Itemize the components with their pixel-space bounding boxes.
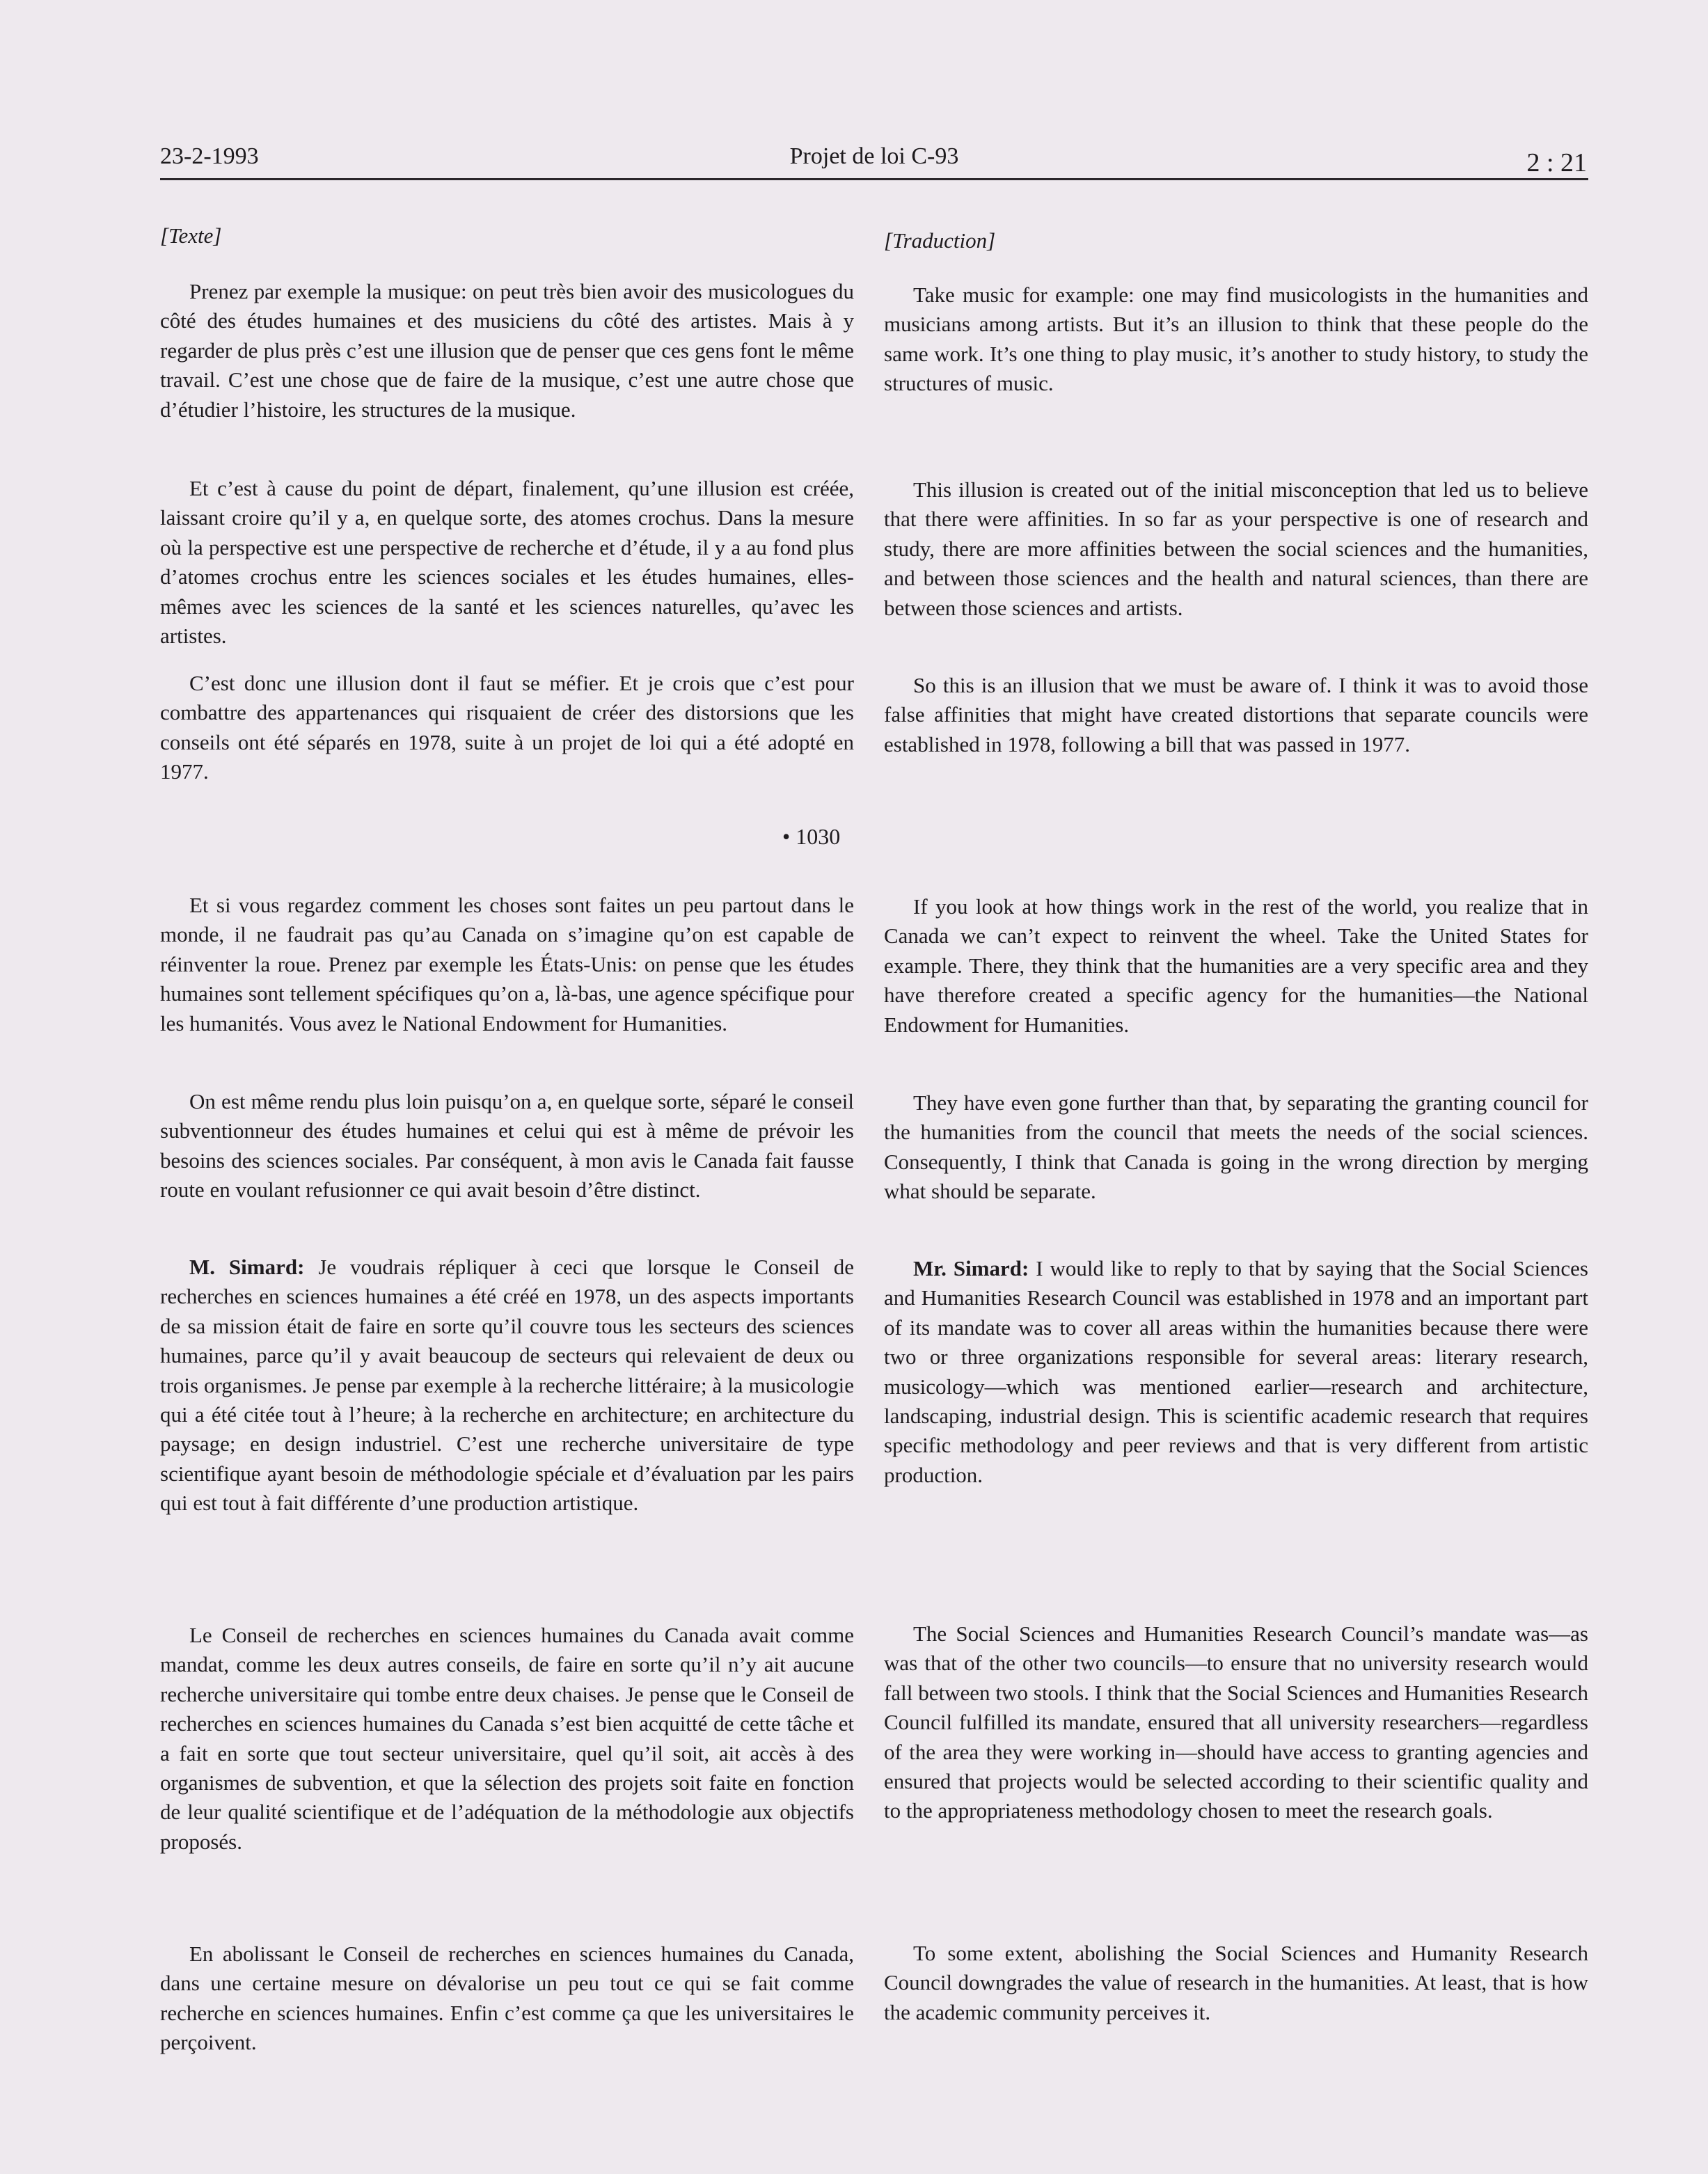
left-paragraph-8: En abolissant le Conseil de recherches en sciences humaines du Canada, dans une certaine mesure on dévalorise un peu tout ce qui se fait comme recherche en sciences humaines. Enfin c’est comme ça que les universitaires le perçoivent. — [160, 1942, 854, 2055]
right-block-9 — [884, 1939, 1588, 2027]
right-block-4 — [884, 671, 1588, 759]
right-paragraph-5: They have even gone further than that, by separating the granting council for the humanities from the council that meets the needs of the social sciences. Consequently, I think that Canada is going in the wrong direction by merging what should be separate. — [884, 1090, 1588, 1204]
right-column-label: [Traduction] — [884, 228, 996, 253]
right-block-3 — [884, 475, 1588, 623]
right-block-8 — [884, 1619, 1588, 1826]
left-block-4 — [160, 669, 854, 787]
left-paragraph-3: C’est donc une illusion dont il faut se méfier. Et je crois que c’est pour combattre des appartenances qui risquaient de créer des distorsions que les conseils ont été séparés en 1978, suite à un projet de loi qui a été adopté en 1977. — [160, 671, 854, 784]
left-block-9 — [160, 1939, 854, 2058]
right-block-7 — [884, 1254, 1588, 1490]
header-date: 23-2-1993 — [160, 143, 259, 169]
left-paragraph-7: Le Conseil de recherches en sciences humaines du Canada avait comme mandat, comme les deux autres conseils, de faire en sorte qu’il n’y ait aucune recherche universitaire qui tombe entre deux chaises. Je pense que le Conseil de recherches en sciences humaines du Canada s’est bien acquitté de cette tâche et a fait en sorte que tout secteur universitaire, quel qu’il soit, ait accès à des organismes de subvention, et que la sélection des projets soit faite en fonction de leur qualité scientifique et de l’adéquation de la méthodologie aux objectifs proposés. — [160, 1623, 854, 1854]
time-marker: • 1030 — [782, 824, 841, 849]
right-paragraph-6-text: I would like to reply to that by saying that the Social Sciences and Humanities Research Council was established in 1978 and an important part of its mandate was to cover all areas within the humanities because there were two or three organizations responsible for several areas: literary research, musicology—which was mentioned earlier—research and architecture, landscaping, industrial design. This is scientific academic research that requires specific methodology and peer reviews and that is very different from artistic production. — [884, 1256, 1588, 1487]
left-block-3 — [160, 474, 854, 651]
right-block-2 — [884, 280, 1588, 399]
left-block-2 — [160, 277, 854, 425]
right-paragraph-3: So this is an illusion that we must be aware of. I think it was to avoid those false affinities that might have created distortions that separate councils were established in 1978, following a bill that was passed in 1977. — [884, 673, 1588, 756]
left-paragraph-4: Et si vous regardez comment les choses sont faites un peu partout dans le monde, il ne faudrait pas qu’au Canada on s’imagine qu’on est capable de réinventer la roue. Prenez par exemple les États-Unis: on pense que les études humaines sont tellement spécifiques qu’on a, là-bas, une agence spécifique pour les humanités. Vous avez le National Endowment for Humanities. — [160, 893, 854, 1036]
left-paragraph-6 — [160, 1253, 854, 1518]
right-paragraph-8: To some extent, abolishing the Social Sciences and Humanity Research Council downgrades the value of research in the humanities. At least, that is how the academic community perceives it. — [884, 1941, 1588, 2024]
left-block-6 — [160, 1087, 854, 1205]
right-paragraph-1: Take music for example: one may find musicologists in the humanities and musicians among artists. But it’s an illusion to think that these people do the same work. It’s one thing to play music, it’s another to study history, to study the structures of music. — [884, 283, 1588, 396]
left-paragraph-2: Et c’est à cause du point de départ, finalement, qu’une illusion est créée, laissant croire qu’il y a, en quelque sorte, des atomes crochus. Dans la mesure où la perspective est une perspective de recherche et d’étude, il y a au fond plus d’atomes crochus entre les sciences sociales et les études humaines, elles-mêmes avec les sciences de la santé et les sciences naturelles, qu’avec les artistes. — [160, 476, 854, 649]
speaker-name: Mr. Simard: — [913, 1256, 1029, 1280]
left-paragraph-1: Prenez par exemple la musique: on peut très bien avoir des musicologues du côté des études humaines et des musiciens du côté des artistes. Mais à y regarder de plus près c’est une illusion que de penser que ces gens font le même travail. C’est une chose que de faire de la musique, c’est une autre chose que d’étudier l’histoire, les structures de la musique. — [160, 279, 854, 422]
left-block-5 — [160, 891, 854, 1038]
header-page-number: 2 : 21 — [1526, 148, 1587, 177]
right-block-5 — [884, 892, 1588, 1040]
left-block-8 — [160, 1621, 854, 1857]
right-block-6 — [884, 1088, 1588, 1207]
left-block-1 — [160, 221, 854, 251]
right-paragraph-2: This illusion is created out of the initial misconception that led us to believe that there were affinities. In so far as your perspective is one of research and study, there are more affinities between the social sciences and the humanities, and between those sciences and the health and natural sciences, than there are between those sciences and artists. — [884, 477, 1588, 620]
header-title: Projet de loi C-93 — [789, 143, 959, 169]
left-block-7 — [160, 1253, 854, 1518]
right-paragraph-7: The Social Sciences and Humanities Research Council’s mandate was—as was that of the other two councils—to ensure that no university research would fall between two stools. I think that the Social Sciences and Humanities Research Council fulfilled its mandate, ensured that all university researchers—regardless of the area they were working in—should have access to granting agencies and ensured that projects would be selected according to their scientific quality and to the appropriateness methodology chosen to meet the research goals. — [884, 1621, 1588, 1823]
left-column-label: [Texte] — [160, 223, 222, 248]
page-header — [160, 139, 1588, 180]
right-block-1 — [884, 226, 1588, 255]
speaker-name: M. Simard: — [189, 1255, 305, 1279]
left-paragraph-5: On est même rendu plus loin puisqu’on a, en quelque sorte, séparé le conseil subventionneur des études humaines et celui qui est à même de prévoir les besoins des sciences sociales. Par conséquent, à mon avis le Canada fait fausse route en voulant refusionner ce qui avait besoin d’être distinct. — [160, 1089, 854, 1203]
right-paragraph-4: If you look at how things work in the rest of the world, you realize that in Canada we can’t expect to reinvent the wheel. Take the United States for example. There, they think that the humanities are a very specific area and they have therefore created a specific agency for the humanities—the National Endowment for Humanities. — [884, 894, 1588, 1037]
right-paragraph-6 — [884, 1254, 1588, 1490]
left-paragraph-6-text: Je voudrais répliquer à ceci que lorsque le Conseil de recherches en sciences humaines a été créé en 1978, un des aspects importants de sa mission était de faire en sorte qu’il couvre tous les secteurs des sciences humaines, parce qu’il y avait beaucoup de secteurs qui relevaient de deux ou trois organismes. Je pense par exemple à la recherche littéraire; à la musicologie qui a été citée tout à l’heure; à la recherche en architecture; en architecture du paysage; en design industriel. C’est une recherche universitaire de type scientifique ayant besoin de méthodologie spéciale et d’évaluation par les pairs qui est tout à fait différente d’une production artistique. — [160, 1255, 854, 1516]
